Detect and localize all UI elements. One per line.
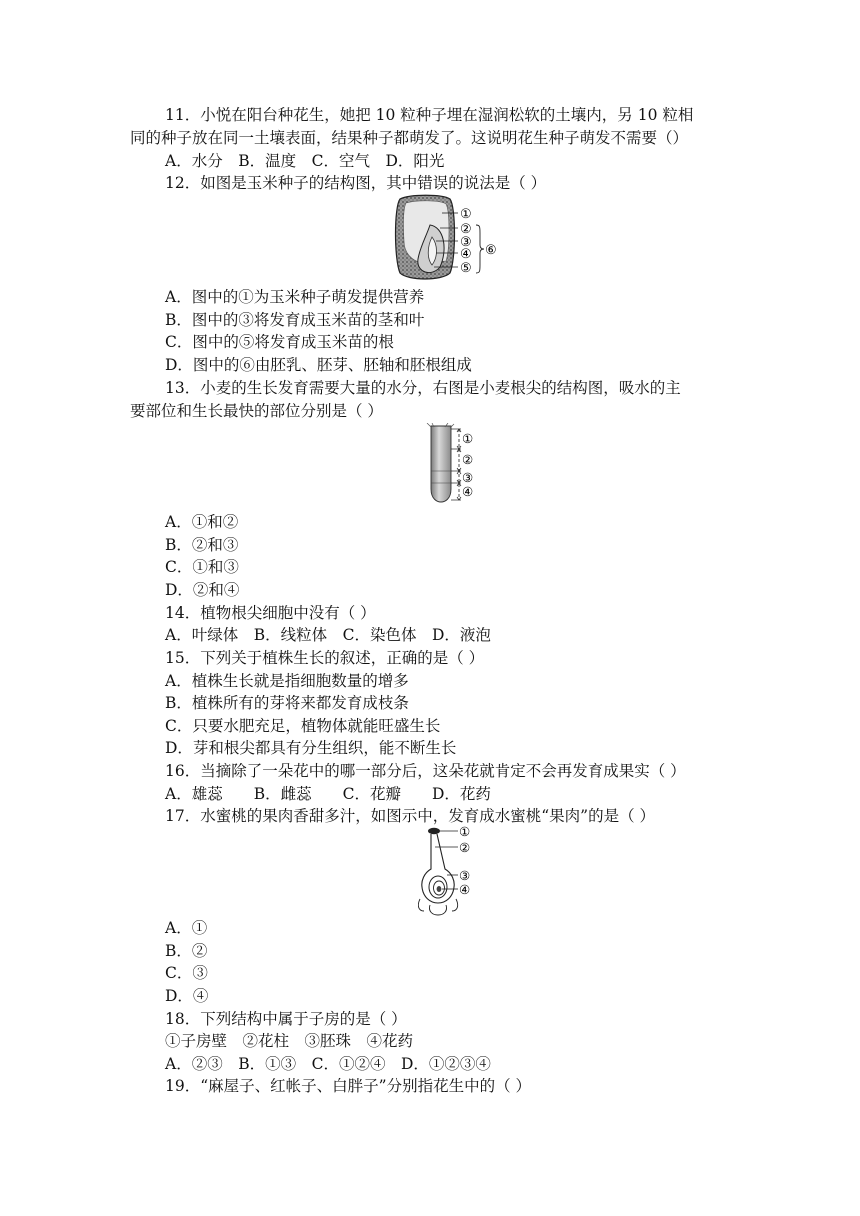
flower-label-3: ③ <box>459 868 471 883</box>
q15-option-b: B．植株所有的芽将来都发育成枝条 <box>165 694 409 712</box>
q12-option-a: A．图中的①为玉米种子萌发提供营养 <box>165 288 425 306</box>
q15-option-d: D．芽和根尖都具有分生组织，能不断生长 <box>165 739 457 757</box>
q17-option-a: A．① <box>165 919 208 937</box>
q12-option-b: B．图中的③将发育成玉米苗的茎和叶 <box>165 311 425 329</box>
q18-items: ①子房壁 ②花柱 ③胚珠 ④花药 <box>165 1032 414 1050</box>
q17-stem: 17．水蜜桃的果肉香甜多汁，如图示中，发育成水蜜桃“果肉”的是（ ） <box>165 807 656 825</box>
q17-option-d: D．④ <box>165 987 209 1005</box>
q15-stem: 15．下列关于植株生长的叙述，正确的是（ ） <box>165 649 485 667</box>
q18-options: A．②③ B．①③ C．①②④ D．①②③④ <box>165 1055 491 1073</box>
q13-stem-line1: 13．小麦的生长发育需要大量的水分，右图是小麦根尖的结构图，吸水的主 <box>165 379 681 397</box>
q14-stem: 14．植物根尖细胞中没有（ ） <box>165 604 376 622</box>
q16-options: A．雄蕊 B．雌蕊 C．花瓣 D．花药 <box>165 785 491 803</box>
q14-options: A．叶绿体 B．线粒体 C．染色体 D．液泡 <box>165 626 491 644</box>
q11-stem-line1: 11．小悦在阳台种花生，她把 10 粒种子埋在湿润松软的土壤内，另 10 粒相 <box>165 106 694 124</box>
q16-stem: 16．当摘除了一朵花中的哪一部分后，这朵花就肯定不会再发育成果实（ ） <box>165 762 686 780</box>
seed-label-4: ④ <box>460 247 472 262</box>
q17-option-b: B．② <box>165 942 208 960</box>
corn-seed-figure <box>390 193 502 283</box>
q15-option-a: A．植株生长就是指细胞数量的增多 <box>165 672 409 690</box>
q12-option-c: C．图中的⑤将发育成玉米苗的根 <box>165 333 394 351</box>
q13-option-d: D．②和④ <box>165 581 240 599</box>
flower-label-4: ④ <box>459 882 471 897</box>
seed-label-6: ⑥ <box>485 243 497 258</box>
q11-options: A．水分 B．温度 C．空气 D．阳光 <box>165 152 445 170</box>
q13-stem-line2: 要部位和生长最快的部位分别是（ ） <box>130 402 383 420</box>
q19-stem: 19．“麻屋子、红帐子、白胖子”分别指花生中的（ ） <box>165 1077 531 1095</box>
q13-option-c: C．①和③ <box>165 558 239 576</box>
q17-option-c: C．③ <box>165 964 208 982</box>
q18-stem: 18．下列结构中属于子房的是（ ） <box>165 1010 407 1028</box>
wheat-root-tip-figure <box>425 423 489 505</box>
seed-label-2: ② <box>460 222 472 237</box>
seed-label-1: ① <box>460 207 472 222</box>
q13-option-b: B．②和③ <box>165 536 239 554</box>
flower-pistil-figure <box>418 825 490 917</box>
flower-label-2: ② <box>459 840 471 855</box>
flower-label-1: ① <box>459 825 471 839</box>
seed-label-5: ⑤ <box>460 261 472 276</box>
q12-stem: 12．如图是玉米种子的结构图，其中错误的说法是（ ） <box>165 174 547 192</box>
q11-stem-line2: 同的种子放在同一土壤表面，结果种子都萌发了。这说明花生种子萌发不需要（） <box>130 129 689 147</box>
q12-option-d: D．图中的⑥由胚乳、胚芽、胚轴和胚根组成 <box>165 356 472 374</box>
root-label-4: ④ <box>462 484 474 499</box>
root-label-1: ① <box>462 431 474 446</box>
q13-option-a: A．①和② <box>165 513 239 531</box>
root-label-3: ③ <box>462 470 474 485</box>
root-label-2: ② <box>462 452 474 467</box>
seed-label-3: ③ <box>460 235 472 250</box>
q15-option-c: C．只要水肥充足，植物体就能旺盛生长 <box>165 717 441 735</box>
